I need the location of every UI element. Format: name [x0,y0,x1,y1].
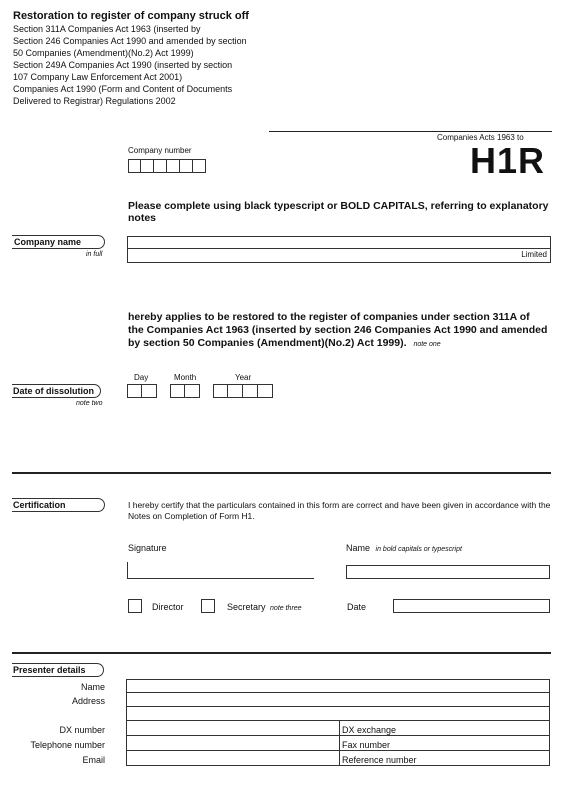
year-boxes[interactable] [213,384,273,398]
form-code: H1R [470,140,546,181]
presenter-column-divider [339,721,340,766]
digit-box[interactable] [228,384,243,398]
section-divider [12,652,551,654]
digit-box[interactable] [185,384,200,398]
limited-suffix: Limited [521,250,547,259]
day-boxes[interactable] [127,384,157,398]
name-field[interactable] [346,565,550,579]
presenter-address-field-1[interactable] [126,693,550,707]
certification-label: Certification [12,498,105,512]
signature-field[interactable] [127,562,314,579]
application-note: note one [413,341,441,348]
digit-box[interactable] [193,159,206,173]
director-label: Director [152,602,184,612]
presenter-name-field[interactable] [126,679,550,693]
dx-exchange-label: DX exchange [342,725,397,735]
director-checkbox[interactable] [128,599,142,613]
digit-box[interactable] [142,384,157,398]
section-divider [12,472,551,474]
month-boxes[interactable] [170,384,200,398]
legislation-line: Section 249A Companies Act 1990 (inserted by section [13,60,233,70]
presenter-address-field-2[interactable] [126,707,550,721]
form-title: Restoration to register of company struck off [13,10,249,22]
reference-number-label: Reference number [342,755,417,765]
presenter-email-row[interactable] [126,751,550,766]
name-label-text: Name [346,543,371,553]
date-field[interactable] [393,599,550,613]
application-text: hereby applies to be restored to the register of companies under section 311A of the Companies Act 1963 (inserted by section 246 Companies Act 1990 and amended by section 50 Companies (Amendment)(No.2) Act 1999). [128,311,548,349]
digit-box[interactable] [127,384,142,398]
company-name-tag [12,235,105,249]
fax-number-label: Fax number [342,740,391,750]
digit-box[interactable] [180,159,193,173]
digit-box[interactable] [128,159,141,173]
company-name-field-2[interactable] [127,248,551,263]
signature-label: Signature [128,543,167,553]
presenter-label: Presenter details [12,663,104,677]
company-number-label: Company number [128,146,192,155]
certification-tag [12,498,105,512]
presenter-address-label: Address [71,696,105,706]
legislation-line: 50 Companies (Amendment)(No.2) Act 1999) [13,48,194,58]
legislation-line: Companies Act 1990 (Form and Content of Documents [13,84,233,94]
presenter-email-label: Email [82,755,105,765]
digit-box[interactable] [154,159,167,173]
legislation-line: 107 Company Law Enforcement Act 2001) [13,72,183,82]
digit-box[interactable] [167,159,180,173]
legislation-line: Section 311A Companies Act 1963 (inserted by [13,24,201,34]
legislation-line: Delivered to Registrar) Regulations 2002 [13,96,176,106]
day-label: Day [134,373,149,382]
secretary-label-text: Secretary [227,602,266,612]
digit-box[interactable] [258,384,273,398]
instructions: Please complete using black typescript or BOLD CAPITALS, referring to explanatory notes [128,200,549,224]
presenter-telephone-label: Telephone number [30,740,105,750]
secretary-note: note three [270,605,302,612]
legislation-line: Section 246 Companies Act 1990 and amended by section [13,36,247,46]
digit-box[interactable] [170,384,185,398]
presenter-tag [12,663,104,677]
certification-text: I hereby certify that the particulars contained in this form are correct and have been given in accordance with the Notes on Completion of Form H1. [128,500,551,521]
dissolution-tag [12,384,101,398]
dissolution-label: Date of dissolution [12,384,101,398]
company-name-note: in full [86,251,103,258]
name-note: in bold capitals or typescript [375,546,462,553]
company-number-boxes[interactable] [128,159,206,173]
presenter-dx-number-label: DX number [59,725,105,735]
application-paragraph [128,311,548,351]
acts-label: Companies Acts 1963 to [437,133,524,142]
presenter-dx-row[interactable] [126,721,550,736]
secretary-label [227,602,302,612]
dissolution-note: note two [76,400,103,407]
year-label: Year [235,373,252,382]
header-rule [269,131,552,132]
secretary-checkbox[interactable] [201,599,215,613]
presenter-telephone-row[interactable] [126,736,550,751]
digit-box[interactable] [243,384,258,398]
presenter-name-label: Name [80,682,105,692]
digit-box[interactable] [141,159,154,173]
name-label [346,543,462,553]
month-label: Month [174,373,197,382]
company-name-label: Company name [12,235,105,249]
date-label: Date [347,602,367,612]
digit-box[interactable] [213,384,228,398]
